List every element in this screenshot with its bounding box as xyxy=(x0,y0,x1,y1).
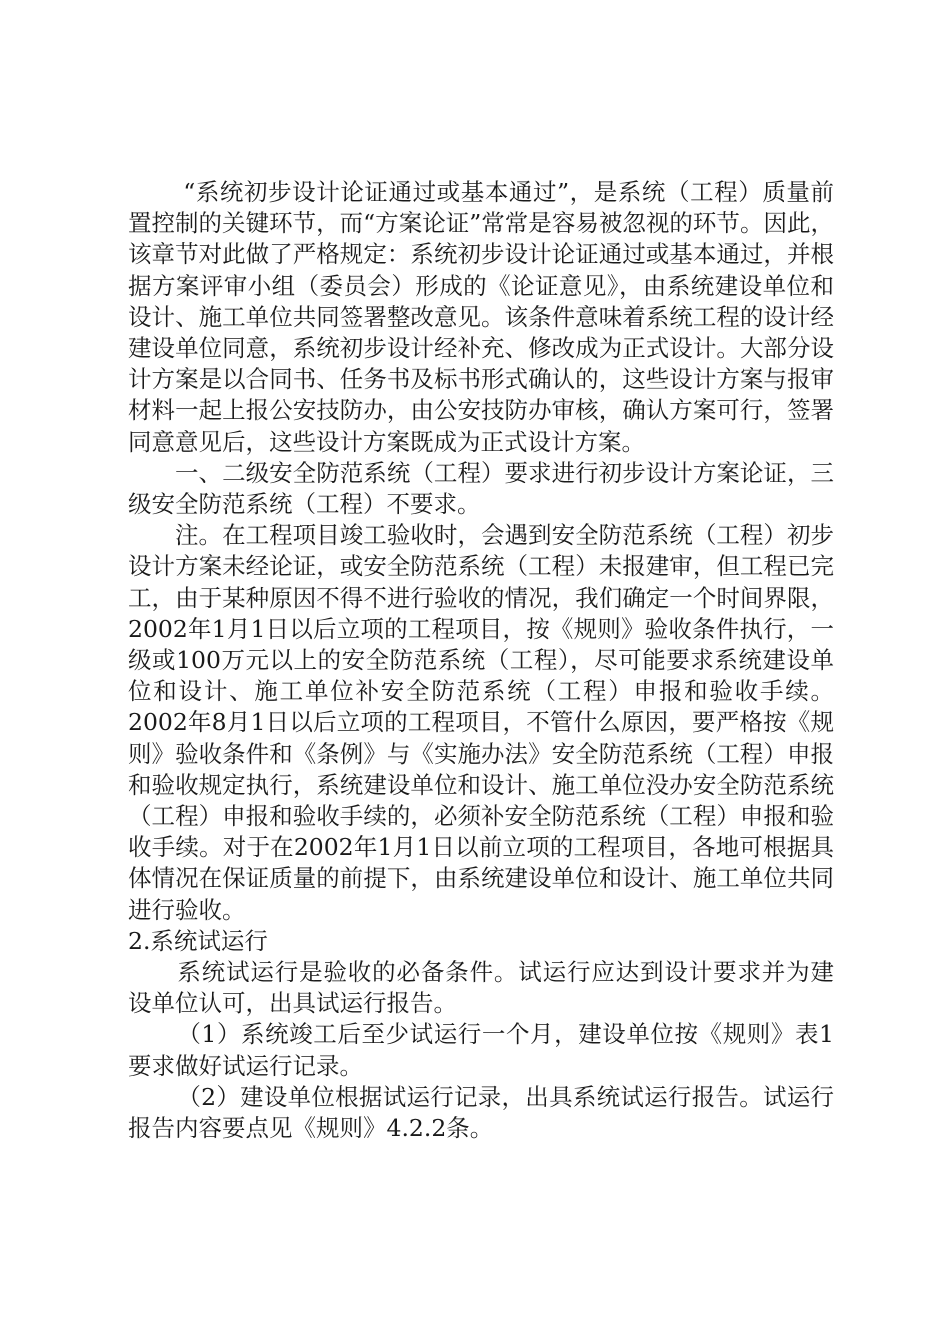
document-body xyxy=(128,177,834,1144)
paragraph-trial-run-item-1: （1）系统竣工后至少试运行一个月，建设单位按《规则》表1要求做好试运行记录。 xyxy=(128,1020,834,1080)
paragraph-trial-run-intro: 系统试运行是验收的必备条件。试运行应达到设计要求并为建设单位认可，出具试运行报告。 xyxy=(128,958,834,1018)
paragraph-trial-run-item-2: （2）建设单位根据试运行记录，出具系统试运行报告。试运行报告内容要点见《规则》4.2.2条。 xyxy=(128,1082,834,1143)
paragraph-level-requirement: 一、二级安全防范系统（工程）要求进行初步设计方案论证，三级安全防范系统（工程）不要求。 xyxy=(128,458,834,519)
paragraph-scheme-review: “系统初步设计论证通过或基本通过”，是系统（工程）质量前置控制的关键环节，而“方案论证”常常是容易被忽视的环节。因此，该章节对此做了严格规定：系统初步设计论证通过或基本通过，并根据方案评审小组（委员会）形成的《论证意见》，由系统建设单位和设计、施工单位共同签署整改意见。该条件意味着系统工程的设计经建设单位同意，系统初步设计经补充、修改成为正式设计。大部分设计方案是以合同书、任务书及标书形式确认的，这些设计方案与报审材料一起上报公安技防办，由公安技防办审核，确认方案可行，签署同意意见后，这些设计方案既成为正式设计方案。 xyxy=(128,178,834,456)
section-heading-trial-run: 2.系统试运行 xyxy=(128,926,268,955)
paragraph-note: 注。在工程项目竣工验收时，会遇到安全防范系统（工程）初步设计方案未经论证，或安全防范系统（工程）未报建审，但工程已完工，由于某种原因不得不进行验收的情况，我们确定一个时间界限，2002年1月1日以后立项的工程项目，按《规则》验收条件执行，一级或100万元以上的安全防范系统（工程），尽可能要求系统建设单位和设计、施工单位补安全防范系统（工程）申报和验收手续。2002年8月1日以后立项的工程项目，不管什么原因，要严格按《规则》验收条件和《条例》与《实施办法》安全防范系统（工程）申报和验收规定执行，系统建设单位和设计、施工单位没办安全防范系统（工程）申报和验收手续的，必须补安全防范系统（工程）申报和验收手续。对于在2002年1月1日以前立项的工程项目，各地可根据具体情况在保证质量的前提下，由系统建设单位和设计、施工单位共同进行验收。 xyxy=(128,521,834,924)
